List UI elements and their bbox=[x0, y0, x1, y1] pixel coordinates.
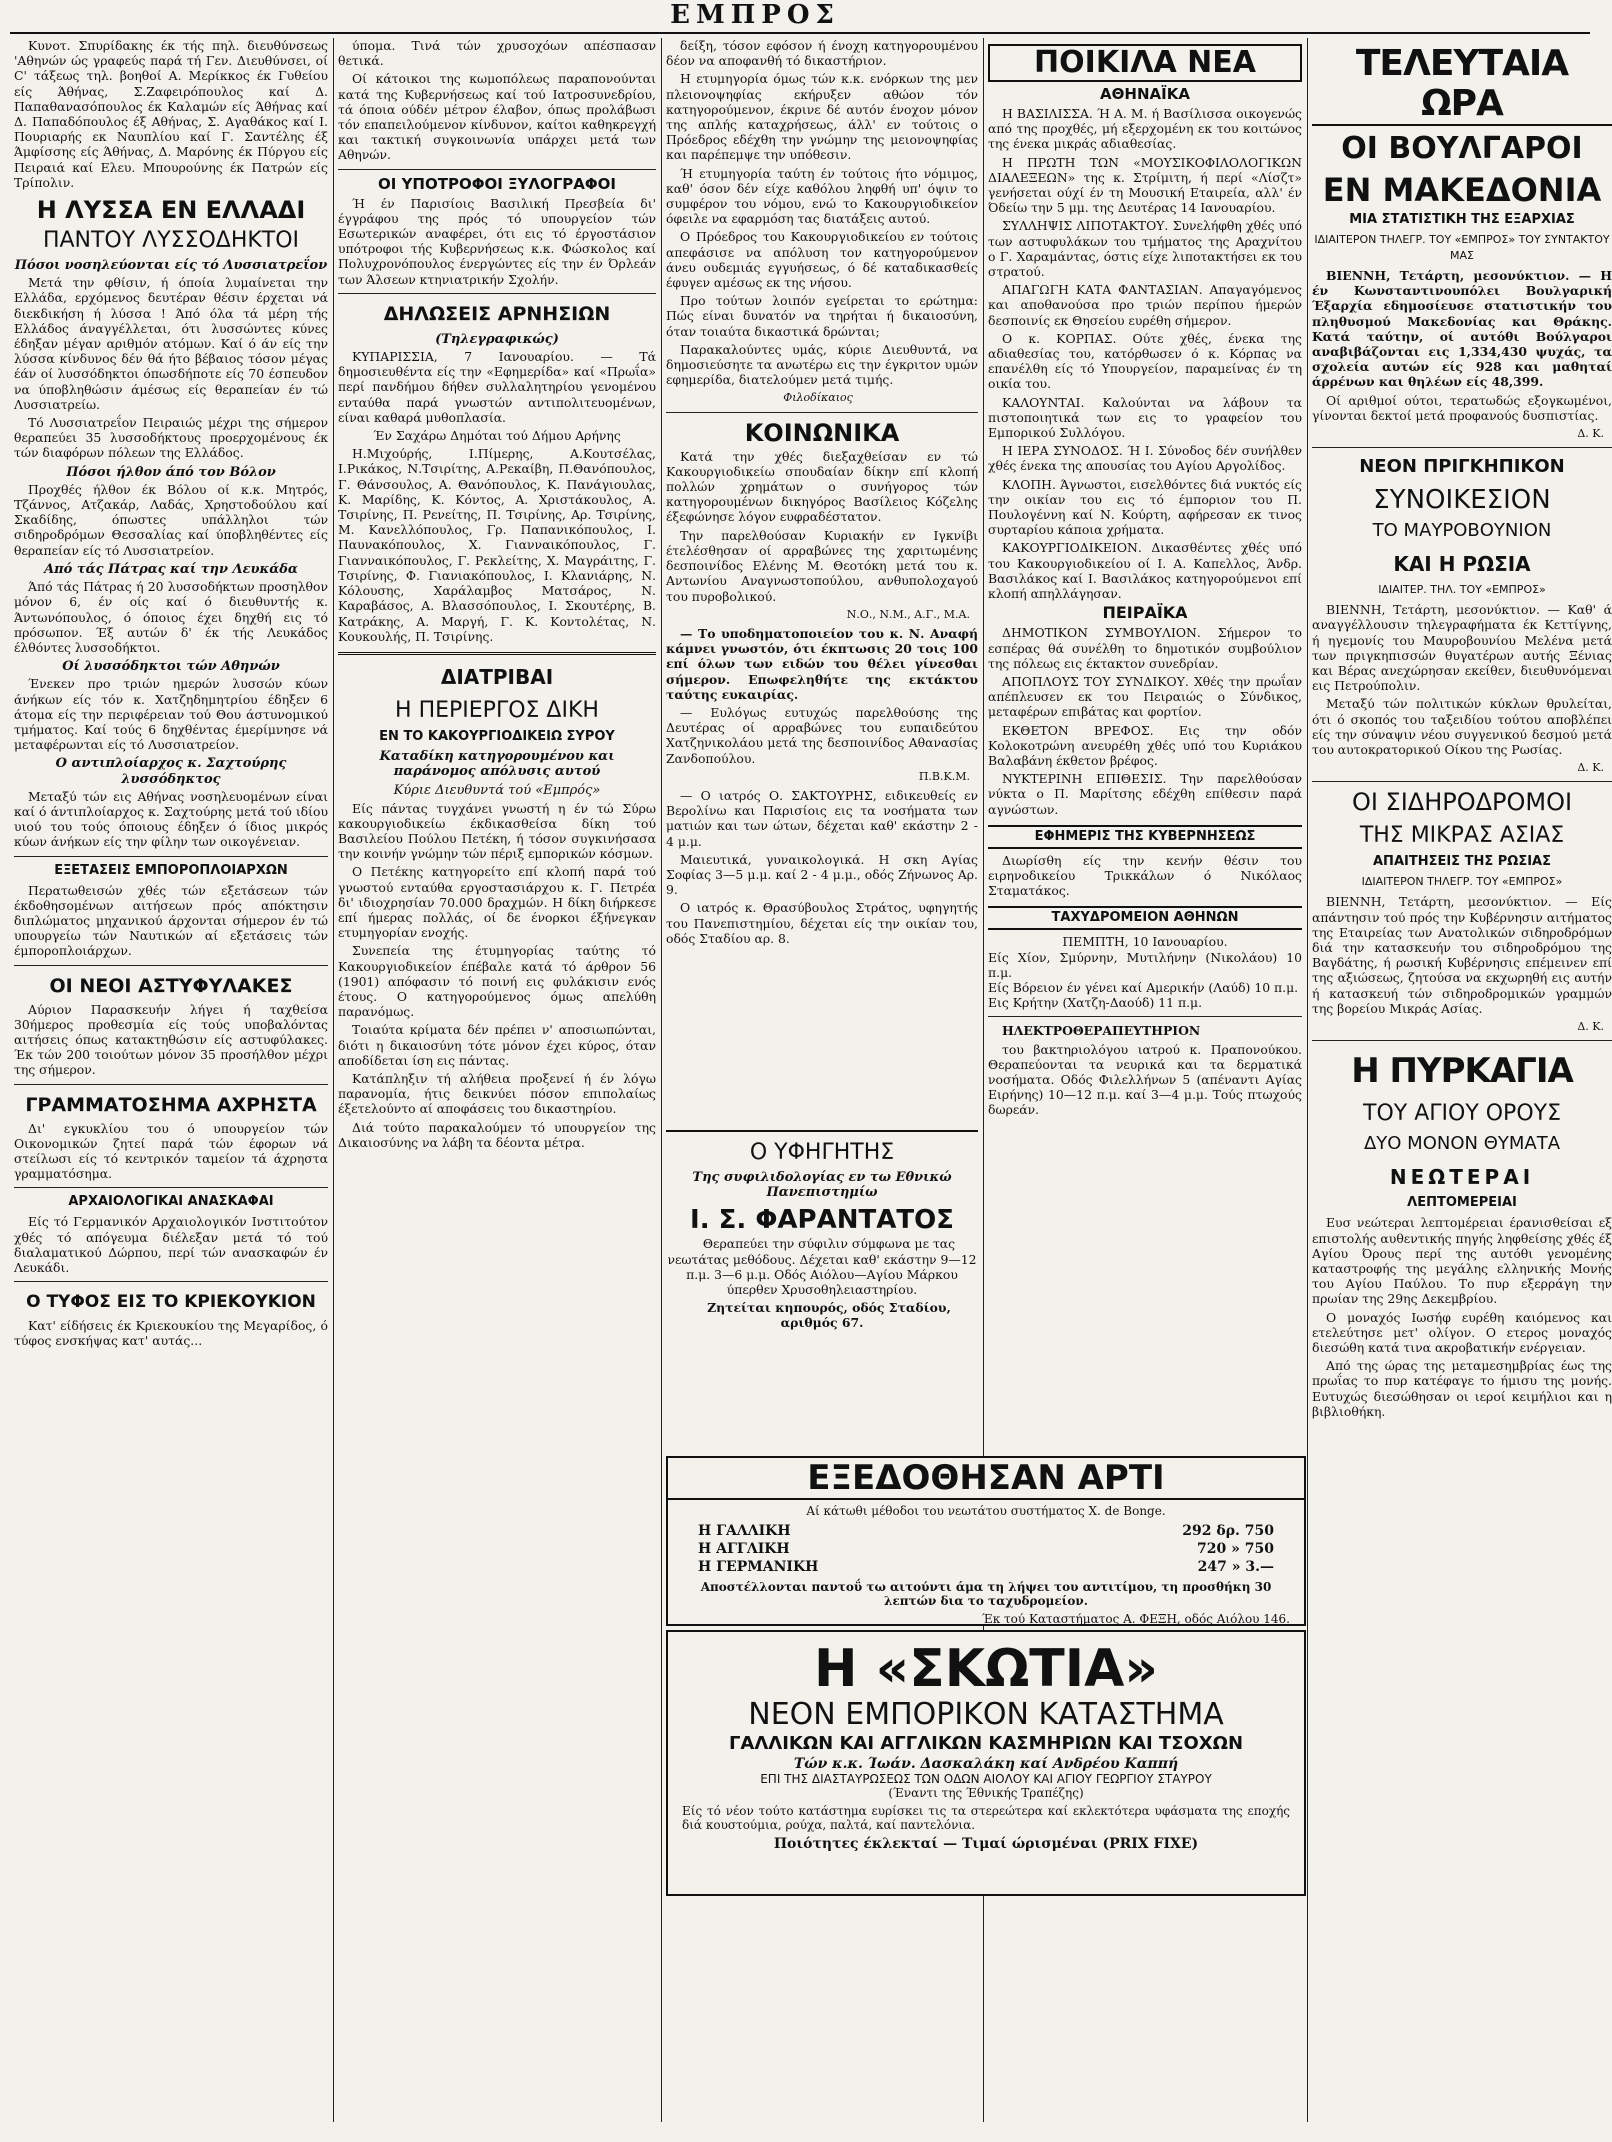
price-row bbox=[668, 1558, 1304, 1576]
price-row bbox=[668, 1522, 1304, 1540]
article-text: Παρακαλούντες υμάς, κύριε Διευθυντά, να δημοσιεύσητε τα ανωτέρω εις την έγκριτον υμών εφημερίδα, διατελούμεν μετά τιμής. bbox=[666, 341, 978, 388]
article-text: ΔΗΜΟΤΙΚΟΝ ΣΥΜΒΟΥΛΙΟΝ. Σήμερον το εσπέρας θά συνέλθη το δημοτικόν συμβούλιον της πόλεως εις έκτακτον συνεδρίαν. bbox=[988, 625, 1302, 671]
ad-text: Θεραπεύει την σύφιλιν σύμφωνα με τας νεωτάτας μεθόδους. Δέχεται καθ' εκάστην 9—12 π.μ. 3—6 μ.μ. Οδός Αιόλου—Αγίου Μάρκου ύπερθεν Χρυσοθηλειαστηρίου. bbox=[667, 1236, 977, 1298]
subheadline: ΤΟ ΜΑΥΡΟΒΟΥΝΙΟΝ bbox=[1372, 520, 1552, 542]
ad-text: ΕΠΙ ΤΗΣ ΔΙΑΣΤΑΥΡΩΣΕΩΣ ΤΩΝ ΟΔΩΝ ΑΙΟΛΟΥ ΚΑΙ ΑΓΙΟΥ ΓΕΩΡΓΙΟΥ ΣΤΑΥΡΟΥ bbox=[760, 1772, 1212, 1786]
article-text: Η ΒΑΣΙΛΙΣΣΑ. Ή Α. Μ. ή Βασίλισσα οικογενώς από της προχθές, μή εξερχομένη εκ του κοιτώνος της ένεκα μικράς αδιαθεσίας. bbox=[988, 106, 1302, 152]
divider bbox=[338, 652, 656, 655]
article-text: Η.Μιχούρής, Ι.Πίμερης, Α.Κουτσέλας, Ι.Ρικάκος, Ν.Τσιρίτης, Α.Ρεκαίβη, Π.Θανόπουλος, Γ. Θάνσουλος, Α. Θανόπουλος, Κ. Πανάγιουλας, Κ. Μαρίδης, Κ. Κόντος, Α. Χριστάκουλος, Α. Τσιρίνης, Π. Ρενείτης, Π. Τσιρίνης, Αρ. Τσιρίνης, Μ. Κανελλόπουλος, Γρ. Παπανικόπουλος, Ι. Παυνακόπουλος, Χ. Γιανναικόπουλος, Γ. Γιανναικόπουλος, Γ. Ρεκλείτης, Χ. Μαγράιτης, Γ. Τσιρίνης, Φ. Γιανιακόπουλος, Ι. Κλανιάρης, Ν. Κόλουσης, Χαράλαμβος Ματσάρος, Ν. Καραβάσος, Α. Βλασσόπουλος, Ι. Σκουτέρης, Β. Κατράκης, Α. Μαργή, Γ. Κ. Κοντολέτας, Ν. Κουκουλής, Π. Τσιρίνης. bbox=[338, 446, 656, 644]
article-text: Είς πάντας τυγχάνει γνωστή η έν τώ Σύρω κακουργιοδικείω έκδικασθείσα δίκη τού Βασιλείου Πούλου Πετέκη, ή τόσον συγκινήσασα την κοινήν γνώμην τών πέριξ εμπορικών κόσμων. bbox=[338, 800, 656, 862]
article-text: Η ΙΕΡΑ ΣΥΝΟΔΟΣ. Ή Ι. Σύνοδος δέν συνήλθεν χθές ένεκα της απουσίας του Αγίου Αργολίδος. bbox=[988, 443, 1302, 474]
headline-koinonika: ΚΟΙΝΩΝΙΚΑ bbox=[744, 418, 900, 447]
subheadline: ΙΔΙΑΙΤΕΡΟΝ ΤΗΛΕΓΡ. ΤΟΥ «ΕΜΠΡΟΣ» ΤΟΥ ΣΥΝΤΑΚΤΟΥ ΜΑΣ bbox=[1314, 233, 1610, 262]
mail-item: Είς Χίον, Σμύρνην, Μυτιλήνην (Νικολάου) 10 π.μ. bbox=[988, 949, 1302, 980]
headline-poikila: ΠΟΙΚΙΛΑ ΝΕΑ bbox=[988, 44, 1302, 82]
article-text: Κυνοτ. Σπυρίδακης έκ τής πηλ. διευθύνσεως 'Αθηνών ώς γραφεύς παρά τή Γεν. Διευθύνσει, οί C' τάξεως τηλ. βοηθοί Α. Μερίκκος έκ Γυθείου είς Άθήνας, Σ.Ζαφειρόπουλος καί Δ. Παπαθανασόπουλος έκ Καλαμών είς Άθήνας καί Δ. Παπαδόπουλος έξ Αθήνας, Σ. Αγαθάκος καί Ι. Πουριαρής εκ Ναυπλίου καί Γ. Σαντέλης έξ Άμφίσσης είς Άθήνας, Δ. Μαρόνης έκ Πύργου είς Πειραιά καί Ελευ. Μπουρούνης έκ Πατρών είς Τρίπολιν. bbox=[14, 38, 328, 190]
headline: ΠΕΙΡΑΪΚΑ bbox=[1102, 603, 1188, 623]
ad-subtitle: ΝΕΟΝ ΕΜΠΟΡΙΚΟΝ ΚΑΤΑΣΤΗΜΑ bbox=[748, 1697, 1224, 1732]
divider bbox=[338, 293, 656, 294]
price: 720 » 750 bbox=[1197, 1541, 1274, 1557]
article-text: Είς τό Γερμανικόν Αρχαιολογικόν Ινστιτούτον χθές τό απόγευμα διέλεξαν μετά τό τού διαλαματικού Δώρπου, περί τών ανασκαφών έν Λευκάδι. bbox=[14, 1214, 328, 1275]
signature: Δ. Κ. bbox=[1577, 427, 1604, 441]
headline: Ο ΤΥΦΟΣ ΕΙΣ ΤΟ ΚΡΙΕΚΟΥΚΙΟΝ bbox=[26, 1292, 316, 1313]
article-text: Κατ' είδήσεις έκ Κριεκουκίου της Μεγαρίδος, ό τύφος ενσκήψας κατ' αυτάς... bbox=[14, 1318, 328, 1349]
ad-name: Ι. Σ. ΦΑΡΑΝΤΑΤΟΣ bbox=[690, 1205, 954, 1236]
headline-teleutaia-ora: ΤΕΛΕΥΤΑΙΑ ΩΡΑ bbox=[1312, 44, 1612, 126]
price: 247 » 3.— bbox=[1197, 1559, 1274, 1575]
article-text: Ευσ νεώτεραι λεπτομέρειαι έρανισθείσαι εξ επιστολής αυθεντικής πηγής ληφθείσης χθές έξ Αγίου Όρους περί της αυτόθι γενομένης καταστροφής της μεγάλης ελληνικής Μονής του Αγίου Παύλου. Το πυρ εξερράγη την πρωίαν της 29ης Δεκεμβρίου. bbox=[1312, 1215, 1612, 1307]
article-text: — Το υποδηματοποιείον του κ. Ν. Αναφή κάμνει γνωστόν, ότι έκπτωσις 20 τοις 100 επί όλων των ειδών του θέλει γίνεσθαι σήμερον. Επωφεληθήτε της εκτάκτου ταύτης ευκαιρίας. bbox=[666, 625, 978, 702]
subheadline: ΤΟΥ ΑΓΙΟΥ ΟΡΟΥΣ bbox=[1363, 1101, 1561, 1127]
headline: ΑΡΧΑΙΟΛΟΓΙΚΑΙ ΑΝΑΣΚΑΦΑΙ bbox=[68, 1194, 274, 1210]
article-text: ΒΙΕΝΝΗ, Τετάρτη, μεσονύκτιον. — Καθ' ά αναγγέλλουσιν τηλεγραφήματα έκ Κεττίγνης, ή ηγεμονίς του Μαυροβουνίου Μελένα μετά των πριγκηπισσών θυγατέρων αυτής Ξένιας και Βέρας ανεχώρησαν εκείθεν, διευθυνόμεναι εις Πετρούπολιν. bbox=[1312, 602, 1612, 694]
section-subhead: Από τάς Πάτρας καί την Λευκάδα bbox=[44, 561, 298, 577]
headline: ΕΦΗΜΕΡΙΣ ΤΗΣ ΚΥΒΕΡΝΗΣΕΩΣ bbox=[988, 825, 1302, 849]
article-text: ΕΚΘΕΤΟΝ ΒΡΕΦΟΣ. Εις την οδόν Κολοκοτρώνη ανευρέθη χθές υπό του Κυριάκου Βαλαβάνη έκθετον βρέφος. bbox=[988, 722, 1302, 768]
headline: ΤΗΣ ΜΙΚΡΑΣ ΑΣΙΑΣ bbox=[1359, 823, 1565, 849]
subheadline: ΙΔΙΑΙΤΕΡ. ΤΗΛ. ΤΟΥ «ΕΜΠΡΟΣ» bbox=[1378, 583, 1546, 597]
headline: Η ΠΥΡΚΑΓΙΑ bbox=[1351, 1051, 1573, 1092]
divider bbox=[14, 856, 328, 857]
subheadline: ΑΘΗΝΑΪΚΑ bbox=[1100, 85, 1190, 103]
subheadline: ΔΥΟ ΜΟΝΟΝ ΘΥΜΑΤΑ bbox=[1363, 1133, 1561, 1155]
ad-scotia bbox=[666, 1630, 1306, 1896]
ad-title: ΕΞΕΔΟΘΗΣΑΝ ΑΡΤΙ bbox=[668, 1458, 1304, 1500]
headline: ΓΡΑΜΜΑΤΟΣΗΜΑ ΑΧΡΗΣΤΑ bbox=[25, 1093, 317, 1116]
article-text: Οί κάτοικοι της κωμοπόλεως παραπονούνται κατά της Κυβερνήσεως καί τού Ιατροσυνεδρίου, τά όποια ούδέν μέτρον έλαβον, όπως προλάβωσι τόν επαπειλούμενον κίνδυνον, καίτοι καθηκρεγχή και τακτική συγκοινωνία υπάρχει μετά των Αθηνών. bbox=[338, 71, 656, 163]
divider bbox=[338, 169, 656, 170]
masthead: ΕΜΠΡΟΣ bbox=[670, 0, 840, 30]
article-text: Ένεκεν προ τριών ημερών λυσσών κύων άνήκων είς τόν κ. Χατζηδημητρίου έδηξεν 6 άτομα είς την περιφέρειαν τού Θου άστυνομικού τμήματος. Καί τούς 6 δηχθέντας έμερίμνησε νά μεταφέρωνται είς τό Λυσσιατρείον. bbox=[14, 676, 328, 753]
column-separator bbox=[333, 38, 334, 2122]
column-4 bbox=[988, 38, 1302, 1442]
ad-text: Είς τό νέον τούτο κατάστημα ευρίσκει τις τα στερεώτερα καί εκλεκτότερα υφάσματα της εποχής διά κουστούμια, ρούχα, παλτά, καί παντελόνια. bbox=[682, 1804, 1290, 1832]
signature: Δ. Κ. bbox=[1577, 1020, 1604, 1034]
ad-farantatos bbox=[666, 1130, 978, 1442]
article-text: Δι' εγκυκλίου του ό υπουργείον τών Οικονομικών ζητεί παρά τών έφορων νά στείλωσι είς τό κεντρικόν ταμείον τά άχρηστα γραμματόσημα. bbox=[14, 1120, 328, 1182]
ad-subtitle: Της συφιλιδολογίας εν τω Εθνικώ Πανεπιστημίω bbox=[692, 1170, 952, 1201]
ad-subtitle: ΓΑΛΛΙΚΩΝ ΚΑΙ ΑΓΓΛΙΚΩΝ ΚΑΣΜΗΡΙΩΝ ΚΑΙ ΤΣΟΧΩΝ bbox=[728, 1733, 1244, 1754]
headline: ΟΙ ΝΕΟΙ ΑΣΤΥΦΥΛΑΚΕΣ bbox=[49, 974, 293, 997]
article-text: ΚΥΠΑΡΙΣΣΙΑ, 7 Ιανουαρίου. — Τά δημοσιευθέντα είς την «Εφημερίδα» καί «Πρωΐα» περί πανδήμου δήθεν συλλαλητηρίου γενομένου ενταύθα παρά γνωστών αντιπολιτευομένων, είναι καθαρά μυθοπλασία. bbox=[338, 349, 656, 425]
ad-text: Έκ τού Καταστήματος Α. ΦΕΞΗ, οδός Αιόλου 146. bbox=[981, 1612, 1290, 1626]
subheadline: ΜΙΑ ΣΤΑΤΙΣΤΙΚΗ ΤΗΣ ΕΞΑΡΧΙΑΣ bbox=[1349, 212, 1575, 227]
article-text: Ο κ. ΚΟΡΠΑΣ. Ούτε χθές, ένεκα της αδιαθεσίας του, κατόρθωσεν ό κ. Κόρπας να επανέλθη είς τό Υπουργείον, παραμείνας έν τη οικία του. bbox=[988, 330, 1302, 392]
article-text: Διωρίσθη είς την κενήν θέσιν του ειρηνοδικείου Τρικκάλων ό Νικόλαος Σταματάκος. bbox=[988, 852, 1302, 899]
divider bbox=[1312, 781, 1612, 782]
article-text: ΚΑΛΟΥΝΤΑΙ. Καλούνται να λάβουν τα πιστοποιητικά των εις το γραφείον του Εμπορικού Συλλόγου. bbox=[988, 394, 1302, 441]
signature: Φιλοδίκαιος bbox=[783, 391, 853, 405]
section-subhead: Οί λυσσόδηκτοι τών Αθηνών bbox=[62, 659, 280, 675]
headline: ΕΝ ΜΑΚΕΔΟΝΙΑ bbox=[1322, 171, 1602, 209]
article-text: Ή έν Παρισίοις Βασιλική Πρεσβεία δι' έγγράφου της πρός τό υπουργείον τών Εσωτερικών αναφέρει, ότι εις τό έργοστάσιον υπότροφοι τής Κυβερνήσεως κ.κ. Φώσκολος καί Πολυχρονόπουλος ένεργώντες είς την έν Όρλεάν των Άλσεων κτηνιατρικήν Σχολήν. bbox=[338, 195, 656, 287]
article-text: ΑΠΑΓΩΓΗ ΚΑΤΑ ΦΑΝΤΑΣΙΑΝ. Απαγαγόμενος και αποθανούσα προ τριών περίπου ήμερών δεσποινίς εκ Θησείου ευρέθη σήμερον. bbox=[988, 282, 1302, 328]
column-separator bbox=[1307, 38, 1308, 2122]
article-text: Έν Σαχάρω Δημόται τού Δήμου Αρήνης bbox=[373, 428, 621, 444]
article-text: ΣΥΛΛΗΨΙΣ ΛΙΠΟΤΑΚΤΟΥ. Συνελήφθη χθές υπό των αστυφυλάκων του τμήματος της Αραχνίτου ο Γ. Χαραμάντας, όστις είχε λιποτακτήσει εκ του στρατού. bbox=[988, 218, 1302, 280]
headline: ΔΙΑΤΡΙΒΑΙ bbox=[440, 664, 554, 689]
article-text: Ή ετυμηγορία ταύτη έν τούτοις ήτο νόμιμος, καθ' όσον δέν είχε καθόλου ληφθή υπ' όψιν το συμφέρον του νόμου, ενώ το Κακουργιοδικείον όφειλε να εφαρμόση τας διατάξεις αυτού. bbox=[666, 165, 978, 227]
article-text: Κατάπληξιν τή αλήθεια προξενεί ή έν λόγω παρανομία, ήτις δεικνύει πόσον επιπολαίως έξετελούντο αί αποφάσεις του δικαστηρίου. bbox=[338, 1070, 656, 1117]
mail-date: ΠΕΜΠΤΗ, 10 Ιανουαρίου. bbox=[1062, 934, 1228, 950]
headline: ΟΙ ΣΙΔΗΡΟΔΡΟΜΟΙ bbox=[1351, 788, 1573, 817]
article-text: ΑΠΟΠΛΟΥΣ ΤΟΥ ΣΥΝΔΙΚΟΥ. Χθές την πρωΐαν απέπλευσεν εκ του Πειραιώς ο Σύνδικος, μεταφέρων επιβάτας και φορτίον. bbox=[988, 673, 1302, 720]
article-text: Ο ιατρός κ. Θρασύβουλος Στράτος, υφηγητής του Πανεπιστημίου, δέχεται είς την οικίαν του, οδός Σταδίου αρ. 8. bbox=[666, 900, 978, 946]
article-text: Συνεπεία της έτυμηγορίας ταύτης τό Κακουργιοδικείον έπέβαλε κατά τό άρθρον 56 (1901) απόφασιν τό ποινή εις φυλάκισιν ενός έτους. Ο κατηγορούμενος όμως απελύθη παρανόμως. bbox=[338, 943, 656, 1020]
ad-text: Τών κ.κ. Ίωάν. Δασκαλάκη καί Ανδρέου Καππή bbox=[793, 1756, 1179, 1772]
column-2 bbox=[338, 38, 656, 2122]
article-text: Μετά την φθίσιν, ή όποία λυμαίνεται την Ελλάδα, ερχόμενος δευτέραν θέσιν έρχεται νά διεκδικήση ή λύσσα ! Άπό όλα τά μέρη τής Ελλάδος άναγγέλλεται, ότι λυσσώντες κύνες έδηξαν μέγαν αριθμόν ατόμων. Καί ό άν είς την λύσσα κίνδυνος δέν θά ήτο βέβαιος τόσον μέγας έάν οί λυσσόδηκτοι όπωσδήποτε είς 70 έσπευδον να ύποβληθώσιν άμέσως είς θεραπείαν έν τώ Λυσσιατρείω. bbox=[14, 275, 328, 412]
article-text: Περατωθεισών χθές τών εξετάσεων τών έκδοθησομένων αιτήσεων πρός απόκτησιν διπλώματος μηχανικού άρχονται σήμερον έν τώ υπουργείω τών Ναυτικών αί εξετάσεις τών έμποροπλοιάρχων. bbox=[14, 882, 328, 959]
subheadline: ΠΑΝΤΟΥ ΛΥΣΣΟΔΗΚΤΟΙ bbox=[42, 228, 300, 254]
article-text: ύπομα. Τινά τών χρυσοχόων απέσπασαν θετικά. bbox=[338, 38, 656, 69]
headline: ΟΙ ΥΠΟΤΡΟΦΟΙ ΞΥΛΟΓΡΑΦΟΙ bbox=[378, 174, 616, 193]
ad-text: (Έναντι της Έθνικής Τραπέζης) bbox=[888, 1786, 1084, 1800]
article-text: Από της ώρας της μεταμεσημβρίας έως της πρωΐας το πυρ κατέφαγε το ήμισυ της μονής. Ευτυχώς διεσώθησαν οι ιεροί κειμήλιοι και η βιβλιοθήκη. bbox=[1312, 1358, 1612, 1419]
article-text: ΝΥΚΤΕΡΙΝΗ ΕΠΙΘΕΣΙΣ. Την παρελθούσαν νύκτα ο Π. Μαρίτσης εδέχθη επίθεσιν παρά αγνώστων. bbox=[988, 771, 1302, 817]
section-subhead: Ο αντιπλοίαρχος κ. Σαχτούρης λυσσόδηκτος bbox=[55, 756, 287, 787]
column-5 bbox=[1312, 38, 1612, 2122]
subheadline: ΑΠΑΙΤΗΣΕΙΣ ΤΗΣ ΡΩΣΙΑΣ bbox=[1373, 854, 1551, 870]
article-text: Ο Πετέκης κατηγορείτο επί κλοπή παρά τού γνωστού ενταύθα εργοστασιάρχου κ. Γ. Πετρέα δι' ιδιοχρησίαν 70.000 δραχμών. Η δίκη διήρκεσε επί ήμερας πολλάς, οί δε ένορκοι έξήνεγκαν ετυμηγορίαν ενοχής. bbox=[338, 864, 656, 941]
ad-text: Αί κάτωθι μέθοδοι του νεωτάτου συστήματος Χ. de Bonge. bbox=[806, 1504, 1166, 1518]
divider bbox=[14, 1084, 328, 1085]
column-1 bbox=[14, 38, 328, 2122]
subheadline: (Τηλεγραφικώς) bbox=[435, 331, 559, 347]
article-text: ΒΙΕΝΝΗ, Τετάρτη, μεσονύκτιον. — Η έν Κωνσταντινουπόλει Βουλγαρική Έξαρχία εδημοσίευσε στατιστικήν του πληθυσμού Μακεδονίας και Θράκης. Κατά ταύτην, οί αυτόθι Βούλγαροι αναβιβάζονται εις 1,334,430 ψυχάς, τα σχολεία αυτών είς 928 και μαθηταί άρρένων και θηλέων είς 48,399. bbox=[1312, 268, 1612, 390]
ad-text: του βακτηριολόγου ιατρού κ. Πραπονούκου. Θεραπεύονται τα νευρικά και τα δερματικά νοσήματα. Οδός Φιλελλήνων 5 (απέναντι Αγίας Ειρήνης) 10—12 π.μ. καί 3—4 μ.μ. Τούς πτωχούς δωρεάν. bbox=[988, 1041, 1302, 1118]
article-text: Αύριον Παρασκευήν λήγει ή ταχθείσα 30ήμερος προθεσμία είς τούς υποβαλόντας αιτήσεις όπως κατακτηθώσιν είς αστυφύλακες. Έκ τών 200 τοιούτων μόνον 35 προσήλθον μέχρι της σήμερον. bbox=[14, 1001, 328, 1078]
headline: ΟΙ ΒΟΥΛΓΑΡΟΙ bbox=[1341, 131, 1583, 166]
article-text: Προ τούτων λοιπόν εγείρεται το ερώτημα: Πώς είναι δυνατόν να τηρήται ή δικαιοσύνη, όταν τοιαύτα δικαστικά δρώνται; bbox=[666, 293, 978, 339]
subheadline: ΙΔΙΑΙΤΕΡΟΝ ΤΗΛΕΓΡ. ΤΟΥ «ΕΜΠΡΟΣ» bbox=[1361, 875, 1563, 889]
column-separator bbox=[661, 38, 662, 2122]
headline-lyssa: Η ΛΥΣΣΑ ΕΝ ΕΛΛΑΔΙ bbox=[36, 196, 306, 225]
article-text: Η ετυμηγορία όμως τών κ.κ. ενόρκων της μεν πλειονοψηφίας εκήρυξεν αθώον τόν κατηγορούμενον, έκρινε δέ αυτόν ένοχον μόνον της απλής καταχρήσεως, άλλ' εν τούτοις ο Πρόεδρος εδέχθη την γνώμην της μειονοψηφίας και παρέπεμψε την υπόθεσιν. bbox=[666, 71, 978, 163]
ad-title: Η «ΣΚΩΤΙΑ» bbox=[814, 1639, 1158, 1699]
headline: ΝΕΟΝ ΠΡΙΓΚΗΠΙΚΟΝ bbox=[1359, 456, 1565, 478]
subheadline: ΛΕΠΤΟΜΕΡΕΙΑΙ bbox=[1407, 1195, 1517, 1211]
section-subhead: Πόσοι ήλθον άπό τον Βόλον bbox=[66, 464, 276, 480]
top-rule bbox=[10, 32, 1590, 34]
subheadline: ΕΝ ΤΟ ΚΑΚΟΥΡΓΙΟΔΙΚΕΙΩ ΣΥΡΟΥ bbox=[379, 728, 615, 744]
article-text: Μεταξύ τών πολιτικών κύκλων θρυλείται, ότι ό σκοπός του ταξειδίου τούτου αποβλέπει είς την σύναψιν νέου συγγενικού δεσμού μετά του αυτοκρατορικού Οίκου της Ρωσίας. bbox=[1312, 696, 1612, 758]
signature: Ν.Ο., Ν.Μ., Α.Γ., Μ.Α. bbox=[846, 607, 970, 621]
article-text: Διά τούτο παρακαλούμεν τό υπουργείον της Δικαιοσύνης να λάβη τα δέοντα μέτρα. bbox=[338, 1119, 656, 1150]
divider bbox=[14, 1187, 328, 1188]
divider bbox=[666, 412, 978, 413]
article-text: Οί αριθμοί ούτοι, τερατωδώς εξογκωμένοι, γίνονται δεκτοί μετά προφανούς δυσπιστίας. bbox=[1312, 392, 1612, 423]
ad-books bbox=[666, 1456, 1306, 1626]
article-text: ΚΛΟΠΗ. Άγνωστοι, εισελθόντες διά νυκτός είς την οικίαν του εις τό έμποριον του Π. Πουλογέννη καί Ν. Κούρτη, αφήρεσαν εκ τινος συρταρίου κάποια χρήματα. bbox=[988, 476, 1302, 538]
ad-title: Ο ΥΦΗΓΗΤΗΣ bbox=[749, 1140, 895, 1165]
divider bbox=[988, 1016, 1302, 1017]
language-label: Η ΓΕΡΜΑΝΙΚΗ bbox=[698, 1559, 819, 1575]
article-text: Μεταξύ τών εις Αθήνας νοσηλευομένων είναι καί ό άντιπλοίαρχος κ. Σαχτούρης μετά τού ιδίου υιού του τούς όποιους έδηξεν ό ίδιος μικρός κύων άνήκων είς την φίλην των οικογένειαν. bbox=[14, 788, 328, 850]
divider bbox=[14, 1281, 328, 1282]
article-text: Κατά την χθές διεξαχθείσαν εν τώ Κακουργιοδικείω σπουδαίαν δίκην επί κλοπή πολλών χρημάτων ο συνήγορος τών κατηγορουμένων δικηγόρος Βασίλειος Κόζελης έξεφώνησε λόγον ευφραδέστατον. bbox=[666, 448, 978, 525]
mail-item: Είς Βόρειον έν γένει καί Αμερικήν (Λαύδ) 10 π.μ. bbox=[988, 979, 1299, 995]
headline: ΤΑΧΥΔΡΟΜΕΙΟΝ ΑΘΗΝΩΝ bbox=[988, 906, 1302, 930]
subheadline: ΚΑΙ Η ΡΩΣΙΑ bbox=[1393, 552, 1531, 577]
article-text: Ο μοναχός Ιωσήφ ευρέθη καιόμενος και ετελεύτησε μετ' ολίγον. Ο ετερος μοναχός διεσώθη κατά τινα ακροβατικήν ενέργειαν. bbox=[1312, 1309, 1612, 1355]
section-subhead: Πόσοι νοσηλεύονται είς τό Λυσσιατρεΐον bbox=[14, 258, 328, 274]
signature: Δ. Κ. bbox=[1577, 761, 1604, 775]
subheadline: ΝΕΩΤΕΡΑΙ bbox=[1389, 1165, 1535, 1190]
article-text: — Ο ιατρός Ο. ΣΑΚΤΟΥΡΗΣ, ειδικευθείς εν Βερολίνω και Παρισίοις εις τα νοσήματα των ματιών και των ώτων, δέχεται καθ' εκάστην 2 - 4 μ.μ. bbox=[666, 787, 978, 849]
article-text: Τό Λυσσιατρεΐον Πειραιώς μέχρι της σήμερον θεραπεύει 35 λυσσοδήκτους προερχομένους έκ τών διαφόρων πόλεων της Ελλάδος. bbox=[14, 415, 328, 461]
divider bbox=[1312, 447, 1612, 448]
divider bbox=[14, 965, 328, 966]
headline: Η ΠΕΡΙΕΡΓΟΣ ΔΙΚΗ bbox=[395, 697, 599, 723]
article-text: ΒΙΕΝΝΗ, Τετάρτη, μεσονύκτιον. — Είς απάντησιν τού πρός την Κυβέρνησιν αιτήματος της Εταιρείας των Ανατολικών σιδηροδρόμων διά την κατασκευήν του σιδηροδρόμου της Βαγδάτης, ή ρωσική Κυβέρνησις επέμεινεν επί της αξιώσεως, ζητούσα να εκχωρηθή εις αυτήν ή κατασκευή τών σιδηροδρομικών γραμμών της βορείου Μικράς Ασίας. bbox=[1312, 894, 1612, 1016]
language-label: Η ΑΓΓΛΙΚΗ bbox=[698, 1541, 790, 1557]
price-row bbox=[668, 1540, 1304, 1558]
headline: ΔΗΛΩΣΕΙΣ ΑΡΝΗΣΙΩΝ bbox=[383, 302, 611, 325]
language-label: Η ΓΑΛΛΙΚΗ bbox=[698, 1523, 791, 1539]
article-text: — Ευλόγως ευτυχώς παρελθούσης της Δευτέρας οί αρραβώνες του ευπαιδεύτου Χατζηνικολάου μετά της δεσποινίδος Αθανασίας Ζανδοπούλου. bbox=[666, 704, 978, 766]
article-text: Άπό τάς Πάτρας ή 20 λυσσοδήκτων προσηλθον μόνον 6, έν οίς καί ό διευθυντής κ. Άντωνόπουλος, ό όποιος έχει δηχθή εις τό πρόσωπον. Έξ αυτών δ' έκ τής Λευκάδος έλθόντες λυσσοδήκτοι. bbox=[14, 579, 328, 655]
headline: ΕΞΕΤΑΣΕΙΣ ΕΜΠΟΡΟΠΛΟΙΑΡΧΩΝ bbox=[54, 862, 288, 878]
ad-text: Αποστέλλονται παντοΰ τω αιτούντι άμα τη λήψει του αντιτίμου, τη προσθήκη 30 λεπτών δια το ταχυδρομείον. bbox=[700, 1580, 1272, 1608]
divider bbox=[1312, 1040, 1612, 1041]
article-text: Μαιευτικά, γυναικολογικά. Η σκη Αγίας Σοφίας 3—5 μ.μ. καί 2 - 4 μ.μ., οδός Ζήνωνος Αρ. 9. bbox=[666, 851, 978, 898]
ad-text: Ζητείται κηπουρός, οδός Σταδίου, αριθμός 67. bbox=[707, 1300, 951, 1331]
mail-item: Εις Κρήτην (Χατζη-Δαούδ) 11 π.μ. bbox=[988, 995, 1203, 1011]
section-subhead: Κύριε Διευθυντά τού «Εμπρός» bbox=[393, 783, 601, 799]
price: 292 δρ. 750 bbox=[1182, 1523, 1274, 1539]
ad-title: ΗΛΕΚΤΡΟΘΕΡΑΠΕΥΤΗΡΙΟΝ bbox=[1002, 1023, 1201, 1039]
headline: ΣΥΝΟΙΚΕΣΙΟΝ bbox=[1373, 485, 1551, 516]
article-text: δείξη, τόσον εφόσον ή ένοχη κατηγορουμένου δέον να αποφανθή τό δικαστήριον. bbox=[666, 38, 978, 69]
article-text: Την παρελθούσαν Κυριακήν εν Ιγκνίβι έτελέσθησαν οί αρραβώνες της χαριτωμένης δεσποινίδος Ελένης Μ. Θεοτόκη μετά του κ. Αντωνίου Αναγνωστοπούλου, ανθυπολοχαγού του πυροβολικού. bbox=[666, 527, 978, 604]
article-text: Τοιαύτα κρίματα δέν πρέπει ν' αποσιωπώνται, διότι η δικαιοσύνη τότε μόνον έχει κύρος, όταν αποδίδεται ίση εις πάντας. bbox=[338, 1022, 656, 1068]
article-text: ΚΑΚΟΥΡΓΙΟΔΙΚΕΙΟΝ. Δικασθέντες χθές υπό του Κακουργιοδικείου οί Ι. Α. Καπελλος, Άνδρ. Βασιλάκος καί Ι. Βασιλάκος κατηγορούμενοι επί κλοπή απηλλάγησαν. bbox=[988, 540, 1302, 602]
signature: Π.Β.Κ.Μ. bbox=[918, 769, 970, 783]
article-text: Η ΠΡΩΤΗ ΤΩΝ «ΜΟΥΣΙΚΟΦΙΛΟΛΟΓΙΚΩΝ ΔΙΑΛΕΞΕΩΝ» της κ. Στρίμιτη, ή περί «Λίσζτ» γενήσεται ούχί έν τη Μουσική Εταιρεία, αλλ' έν Όδείω την 5 μμ. της Δευτέρας 14 Ιανουαρίου. bbox=[988, 154, 1302, 216]
article-text: Ο Πρόεδρος του Κακουργιοδικείου εν τούτοις απεφάσισε να απόλυση τον κατηγορούμενον άνευ ουδεμιάς εγγυήσεως, ό δέ καταδικασθείς έφυγεν αμέσως εκ της νήσου. bbox=[666, 229, 978, 291]
section-subhead: Καταδίκη κατηγορουμένου και παράνομος απόλυσις αυτού bbox=[379, 748, 615, 780]
ad-text: Ποιότητες έκλεκταί — Τιμαί ώρισμέναι (PRIX FIXE) bbox=[773, 1836, 1199, 1852]
article-text: Προχθές ήλθον έκ Βόλου οί κ.κ. Μητρός, Τζάννος, Ατζακάρ, Λαδάς, Χρηστοδούλου καί Σκαδίδης, όπωστες υπάλληλοι τών σιδηροδρόμων Θεσσαλίας καί ύποβληθέντες είς θεραπείαν είς τό Λυσσιατρείον. bbox=[14, 481, 328, 558]
